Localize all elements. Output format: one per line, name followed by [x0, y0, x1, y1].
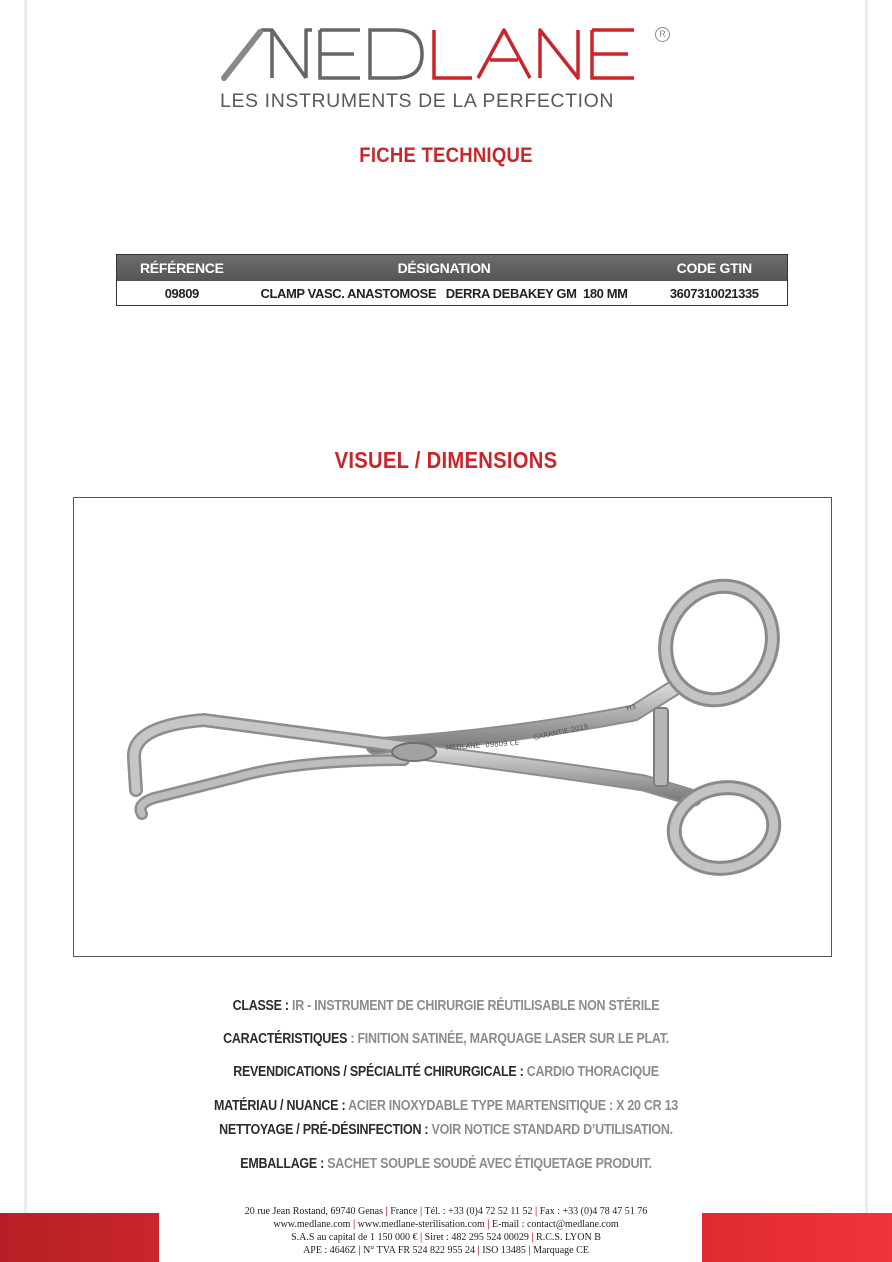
spec-revendications [62, 1064, 829, 1080]
spec-value: SACHET SOUPLE SOUDÉ AVEC ÉTIQUETAGE PRODUIT. [324, 1156, 652, 1172]
spec-caracteristiques [62, 1031, 829, 1047]
table-row [117, 281, 787, 305]
spec-value: IR - INSTRUMENT DE CHIRURGIE RÉUTILISABLE NON STÉRILE [288, 998, 660, 1014]
spec-key: CLASSE : [232, 998, 289, 1014]
footer-email-link[interactable]: E-mail : contact@medlane.com [491, 1219, 619, 1230]
footer-siret: Siret : 482 295 524 00029 [424, 1232, 529, 1243]
footer-website-link[interactable]: www.medlane.com [273, 1219, 351, 1230]
footer-capital: S.A.S au capital de 1 150 000 € [291, 1232, 418, 1243]
engraving-ref: 09809 CE [485, 738, 520, 750]
spec-classe [62, 998, 829, 1014]
cell-reference: 09809 [164, 285, 199, 301]
spec-value: ACIER INOXYDABLE TYPE MARTENSITIQUE : X 20 CR 13 [345, 1098, 678, 1114]
registered-mark: R [655, 27, 670, 42]
spec-nettoyage [62, 1122, 829, 1138]
spec-value: : FINITION SATINÉE, MARQUAGE LASER SUR LE PLAT. [347, 1031, 669, 1047]
page-border-right [865, 0, 868, 1262]
cell-gtin: 3607310021335 [669, 285, 759, 301]
footer-rcs: R.C.S. LYON B [536, 1232, 601, 1243]
visuel-dimensions-title: VISUEL / DIMENSIONS [334, 447, 558, 473]
header-gtin: CODE GTIN [676, 260, 752, 276]
footer-iso: ISO 13485 [482, 1245, 526, 1256]
vascular-clamp-image [74, 498, 831, 956]
footer-line-web: www.medlane.com | www.medlane-sterilisation.com | E-mail : contact@medlane.com [273, 1219, 619, 1230]
spec-value: CARDIO THORACIQUE [523, 1064, 659, 1080]
engraving-brand: MEDLANE [445, 741, 481, 752]
spec-key: REVENDICATIONS / SPÉCIALITÉ CHIRURGICALE : [233, 1064, 524, 1080]
footer-fax: Fax : +33 (0)4 78 47 51 76 [539, 1206, 648, 1217]
footer-marquage: Marquage CE [533, 1245, 589, 1256]
spec-key: MATÉRIAU / NUANCE : [214, 1098, 346, 1114]
fiche-technique-title: FICHE TECHNIQUE [359, 144, 533, 167]
spec-key: CARACTÉRISTIQUES [223, 1031, 348, 1047]
footer-sterilisation-link[interactable]: www.medlane-sterilisation.com [357, 1219, 485, 1230]
spec-key: NETTOYAGE / PRÉ-DÉSINFECTION : [219, 1122, 429, 1138]
medlane-wordmark [220, 22, 660, 84]
footer-line-legal: APE : 4646Z | N° TVA FR 524 822 955 24 | ISO 13485 | Marquage CE [303, 1245, 589, 1256]
footer-tva: N° TVA FR 524 822 955 24 [363, 1245, 476, 1256]
instrument-image-frame [73, 497, 832, 957]
header-designation: DÉSIGNATION [397, 260, 491, 276]
footer-line-company: S.A.S au capital de 1 150 000 € | Siret : 482 295 524 00029 | R.C.S. LYON B [291, 1232, 601, 1243]
spec-key: EMBALLAGE : [240, 1156, 325, 1172]
spec-value: VOIR NOTICE STANDARD D’UTILISATION. [428, 1122, 673, 1138]
table-header-row [117, 255, 787, 281]
brand-tagline: LES INSTRUMENTS DE LA PERFECTION [220, 90, 615, 112]
cell-designation: CLAMP VASC. ANASTOMOSE DERRA DEBAKEY GM 180 MM [260, 285, 628, 301]
engraving-guarantee: GARANTIE 2019 [532, 722, 589, 742]
footer-address: 20 rue Jean Rostand, 69740 Genas [244, 1206, 384, 1217]
page-border-left [24, 0, 27, 1262]
footer-country: France [390, 1206, 418, 1217]
spec-materiau [62, 1098, 829, 1114]
footer-contact [0, 1205, 892, 1257]
header-reference: RÉFÉRENCE [139, 260, 224, 276]
footer-ape: APE : 4646Z [303, 1245, 356, 1256]
engraving-mark: H3 [625, 702, 637, 713]
footer-phone: Tél. : +33 (0)4 72 52 11 52 [424, 1206, 533, 1217]
footer-line-address: 20 rue Jean Rostand, 69740 Genas | France | Tél. : +33 (0)4 72 52 11 52 | Fax : +33 (0)4 78 47 51 76 [244, 1206, 648, 1217]
reference-table [116, 254, 788, 306]
spec-emballage [62, 1156, 829, 1172]
